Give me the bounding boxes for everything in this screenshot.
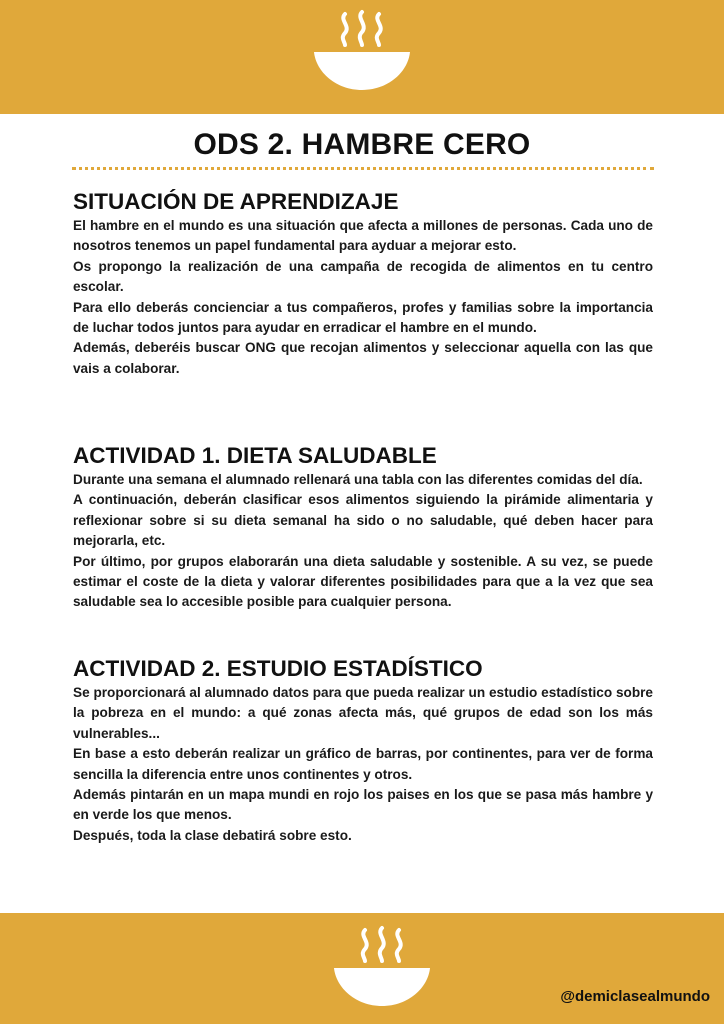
paragraph: Os propongo la realización de una campaña de recogida de alimentos en tu centro escolar. [73,258,653,295]
paragraph: Se proporcionará al alumnado datos para que pueda realizar un estudio estadístico sobre la pobreza en el mundo: a qué zonas afecta más, qué grupos de edad son los más vulnerables... [73,685,653,741]
page-title: ODS 2. HAMBRE CERO [193,128,531,161]
section-heading: ACTIVIDAD 1. DIETA SALUDABLE [73,443,437,468]
section-heading: ACTIVIDAD 2. ESTUDIO ESTADÍSTICO [73,656,483,681]
social-handle: @demiclasealmundo [560,988,710,1005]
dotted-divider [72,167,654,170]
paragraph: Después, toda la clase debatirá sobre esto. [73,827,352,843]
paragraph: A continuación, deberán clasificar esos alimentos siguiendo la pirámide alimentaria y reflexionar sobre si su dieta semanal ha sido o no saludable, qué deben hacer para mejorarla, etc. [73,492,653,549]
paragraph: Durante una semana el alumnado rellenará una tabla con las diferentes comidas del día. [73,472,643,487]
paragraph: El hambre en el mundo es una situación que afecta a millones de personas. Cada uno de nosotros tenemos un papel fundamental para ayduar a mejorar esto. [73,218,653,254]
paragraph: Para ello deberás concienciar a tus compañeros, profes y familias sobre la importancia de luchar todos juntos para ayudar en erradicar el hambre en el mundo. [73,299,653,336]
steaming-bowl-icon [332,922,432,1012]
section-actividad-2 [73,655,653,846]
section-heading: SITUACIÓN DE APRENDIZAJE [73,189,399,214]
paragraph: Además, deberéis buscar ONG que recojan alimentos y seleccionar aquella con las que vais a colaborar. [73,340,653,376]
paragraph: En base a esto deberán realizar un gráfico de barras, por continentes, para ver de forma sencilla la diferencia entre unos continentes y otros. [73,746,653,782]
steaming-bowl-icon [312,8,412,94]
section-actividad-1 [73,442,653,613]
section-situacion-aprendizaje [73,188,653,379]
paragraph: Por último, por grupos elaborarán una dieta saludable y sostenible. A su vez, se puede estimar el coste de la dieta y valorar diferentes posibilidades para que a la vez que sea saludable sea lo accesible posible para cualquier persona. [73,553,653,610]
paragraph: Además pintarán en un mapa mundi en rojo los paises en los que se pasa más hambre y en verde los que menos. [73,787,653,823]
